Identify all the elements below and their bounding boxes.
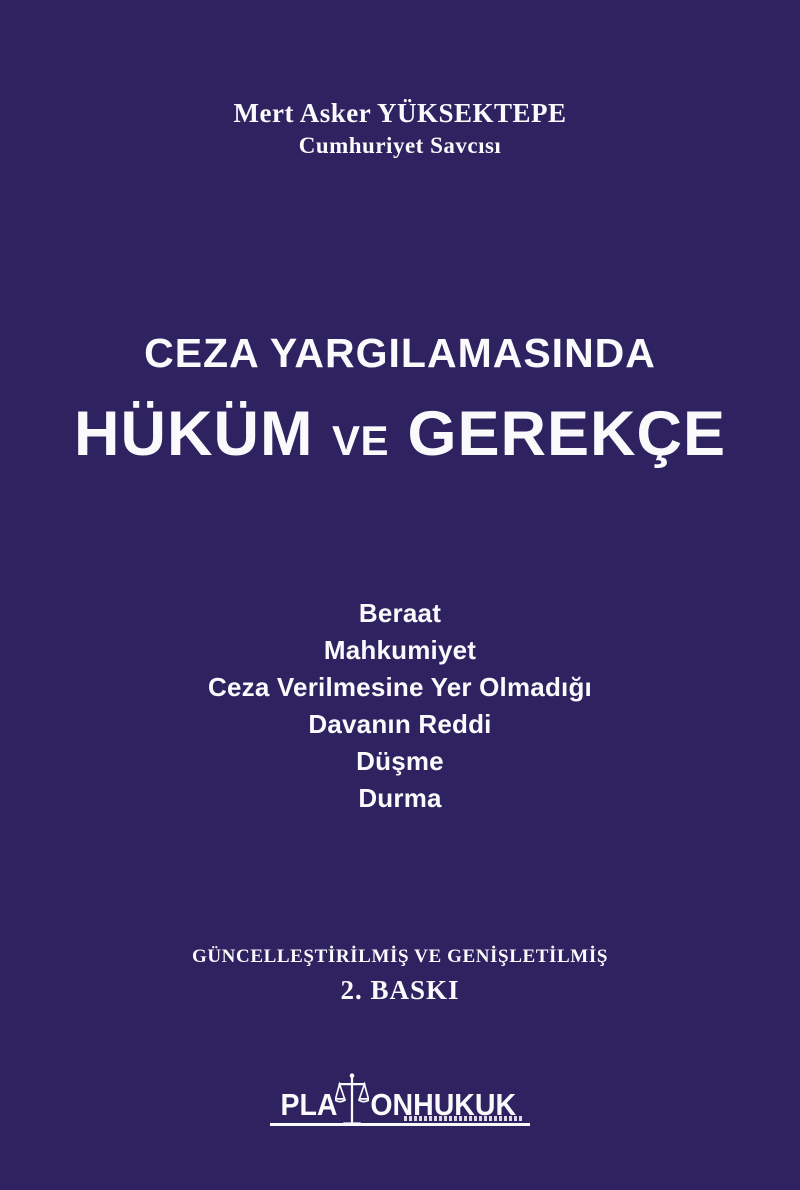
title-main xyxy=(0,398,800,470)
title-connector: VE xyxy=(331,417,389,464)
edition-note: GÜNCELLEŞTİRİLMİŞ VE GENİŞLETİLMİŞ xyxy=(191,946,608,967)
title-word-gerekce: GEREKÇE xyxy=(407,399,727,469)
topic-item: Durma xyxy=(358,783,442,813)
author-name: Mert Asker YÜKSEKTEPE xyxy=(233,98,567,128)
publisher-logo-text-left: PLA xyxy=(280,1087,338,1122)
publisher-logo-underline xyxy=(270,1123,530,1126)
topics-list xyxy=(0,595,800,817)
publisher-logo-lockup xyxy=(278,1062,522,1130)
topic-item: Beraat xyxy=(358,598,442,628)
edition-number: 2. BASKI xyxy=(340,975,460,1005)
topic-item: Ceza Verilmesine Yer Olmadığı xyxy=(208,672,592,702)
author-role: Cumhuriyet Savcısı xyxy=(298,133,502,158)
publisher-logo-text-right: ONHUKUK xyxy=(370,1087,516,1122)
title-kicker: CEZA YARGILAMASINDA xyxy=(144,330,656,376)
topic-item: Düşme xyxy=(356,746,444,776)
topic-item: Davanın Reddi xyxy=(308,709,492,739)
title-word-hukum: HÜKÜM xyxy=(73,399,314,469)
topic-item: Mahkumiyet xyxy=(323,635,477,665)
scales-of-justice-icon xyxy=(335,1071,369,1129)
publisher-logo xyxy=(0,1062,800,1130)
